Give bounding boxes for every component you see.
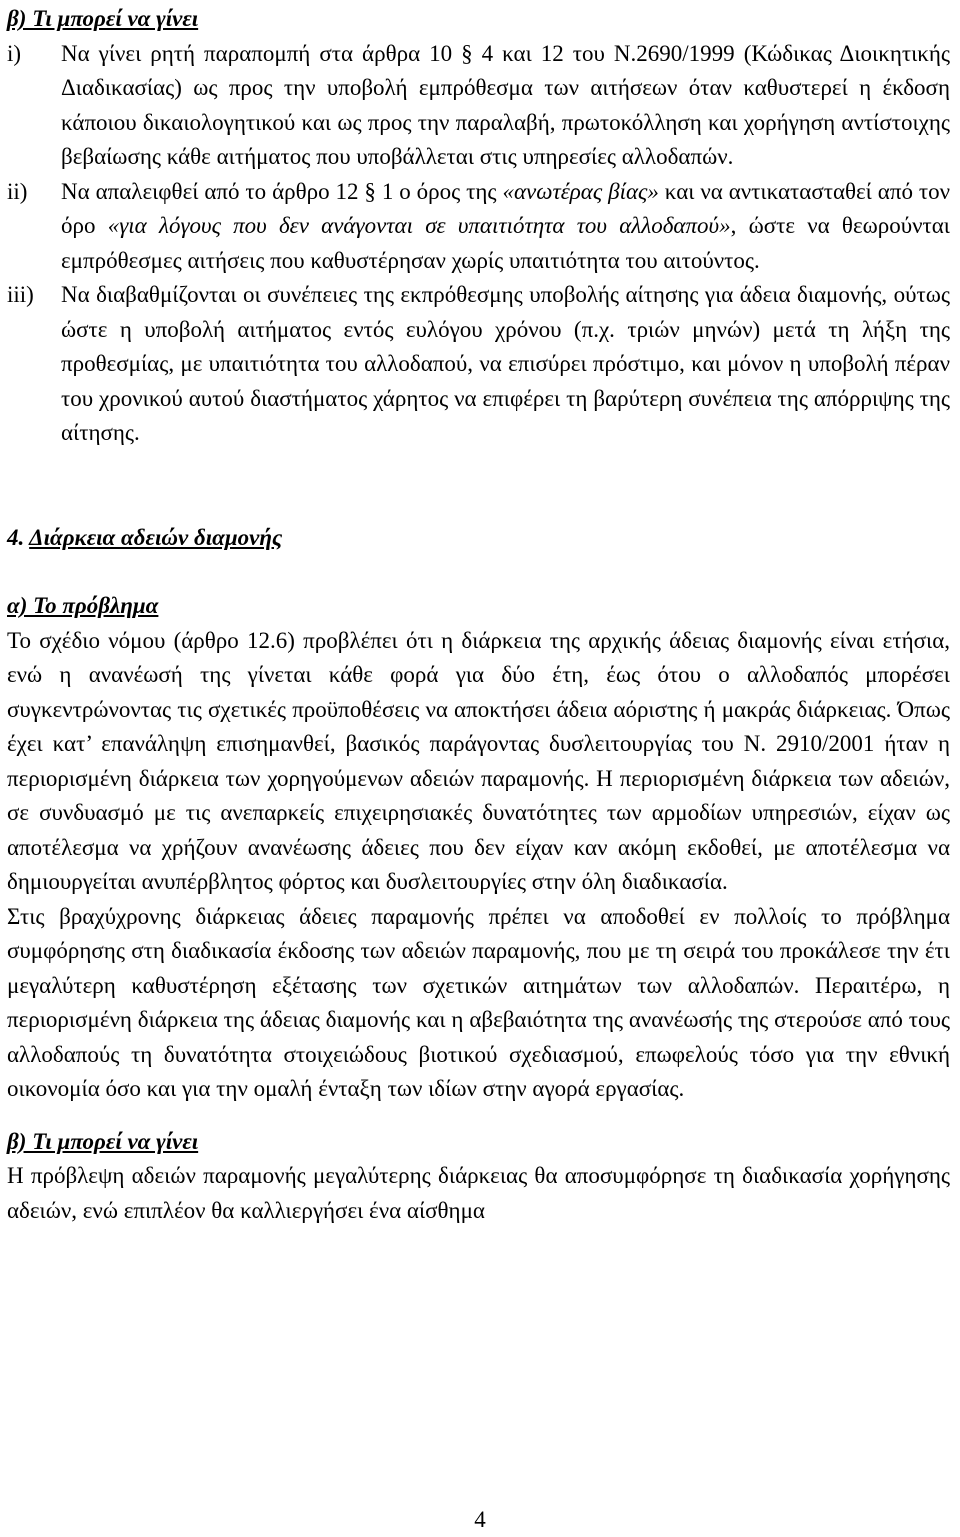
list-item-number: iii) (7, 282, 34, 307)
spacer (7, 451, 950, 521)
section-heading-what-can-be-done: β) Τι μπορεί να γίνει (7, 1128, 199, 1154)
list-item (7, 175, 950, 279)
section-title-text: Διάρκεια αδειών διαμονής (29, 524, 283, 550)
paragraph: Η πρόβλεψη αδειών παραμονής μεγαλύτερης διάρκειας θα αποσυμφόρησε τη διαδικασία χορήγησης αδειών, ενώ επιπλέον θα καλλιεργήσει ένα αίσθημα (7, 1163, 950, 1223)
section-heading-what-can-be-done: β) Τι μπορεί να γίνει (7, 6, 199, 31)
section-number: 4. (7, 524, 25, 550)
list-item (7, 37, 950, 175)
list-item-number: ii) (7, 178, 28, 204)
text-run: , ώστε να θεωρούνται εμπρόθεσμες αιτήσεις που καθυστέρησαν χωρίς υπαιτιότητα του αιτούντος. (61, 213, 950, 273)
section-title (7, 521, 950, 556)
text-run: Να απαλειφθεί από το άρθρο 12 § 1 ο όρος της (61, 178, 503, 204)
list-item (7, 278, 950, 451)
italic-term: «ανωτέρας βίας» (502, 178, 659, 204)
list-item-number: i) (7, 40, 22, 66)
spacer (7, 555, 950, 589)
list-item-text (61, 175, 950, 279)
list-item-text: Να διαβαθμίζονται οι συνέπειες της εκπρόθεσμης υποβολής αίτησης για άδεια διαμονής, ούτως ώστε η υποβολή αιτήματος εντός ευλόγου χρόνου (π.χ. τριών μηνών) μετά τη λήξη της προθεσμίας, με υπαιτιότητα του αλλοδαπού, να επισύρει πρόστιμο, και μόνον η υποβολή πέραν του χρονικού αυτού διαστήματος χάρητος να επιφέρει τη βαρύτερη συνέπεια της απόρριψης της αίτησης. (61, 282, 950, 445)
spacer (7, 1107, 950, 1125)
text-run: και να αντικατασταθεί από τον όρο (61, 178, 951, 238)
section-heading-problem: α) Το πρόβλημα (7, 593, 159, 618)
paragraph: Στις βραχύχρονης διάρκειας άδειες παραμονής πρέπει να αποδοθεί εν πολλοίς το πρόβλημα συμφόρησης στη διαδικασία έκδοσης των αδειών παραμονής, που με τη σειρά του προκάλεσε την έτι μεγαλύτερη καθυστέρηση εξέτασης των σχετικών αιτημάτων των αλλοδαπών. Περαιτέρω, η περιορισμένη διάρκεια της άδειας διαμονής και η αβεβαιότητα της ανανέωσής της στερούσε από τους αλλοδαπούς τη δυνατότητα στοιχειώδους βιοτικού σχεδιασμού, επωφελούς τόσο για την εθνική οικονομία όσο και για την ομαλή ένταξη των ιδίων στην αγορά εργασίας. (7, 903, 950, 1101)
paragraph: Το σχέδιο νόμου (άρθρο 12.6) προβλέπει ότι η διάρκεια της αρχικής άδειας διαμονής είναι ετήσια, ενώ η ανανέωσή της γίνεται κάθε φορά για δύο έτη, έως ότου ο αλλοδαπός μπορέσει συγκεντρώνοντας τις σχετικές προϋποθέσεις να αποκτήσει άδεια αόριστης ή μακράς διάρκειας. Όπως έχει κατ’ επανάληψη επισημανθεί, βασικός παράγοντας δυσλειτουργίας του Ν. 2910/2001 ήταν η περιορισμένη διάρκεια των χορηγούμενων αδειών παραμονής. Η περιορισμένη διάρκεια των αδειών, σε συνδυασμό με τις ανεπαρκείς επιχειρησιακές δυνατότητες των αρμοδίων υπηρεσιών, είχαν ως αποτέλεσμα να χρήζουν ανανέωσης άδειες που δεν είχαν καν ακόμη εκδοθεί, με αποτέλεσμα να δημιουργείται ανυπέρβλητος φόρτος και δυσλειτουργίες στην όλη διαδικασία. (7, 627, 950, 894)
italic-term: «για λόγους που δεν ανάγονται σε υπαιτιότητα του αλλοδαπού» (107, 213, 731, 238)
page-number: 4 (474, 1507, 486, 1532)
list-item-text: Να γίνει ρητή παραπομπή στα άρθρα 10 § 4 και 12 του Ν.2690/1999 (Κώδικας Διοικητικής Διαδικασίας) ως προς την υποβολή εμπρόθεσμα των αιτήσεων όταν καθυστερεί η έκδοση κάποιου δικαιολογητικού και ως προς την παραλαβή, πρωτοκόλληση και χορήγηση αντίστοιχης βεβαίωσης κάθε αιτήματος που υποβάλλεται στις υπηρεσίες αλλοδαπών. (61, 40, 950, 169)
